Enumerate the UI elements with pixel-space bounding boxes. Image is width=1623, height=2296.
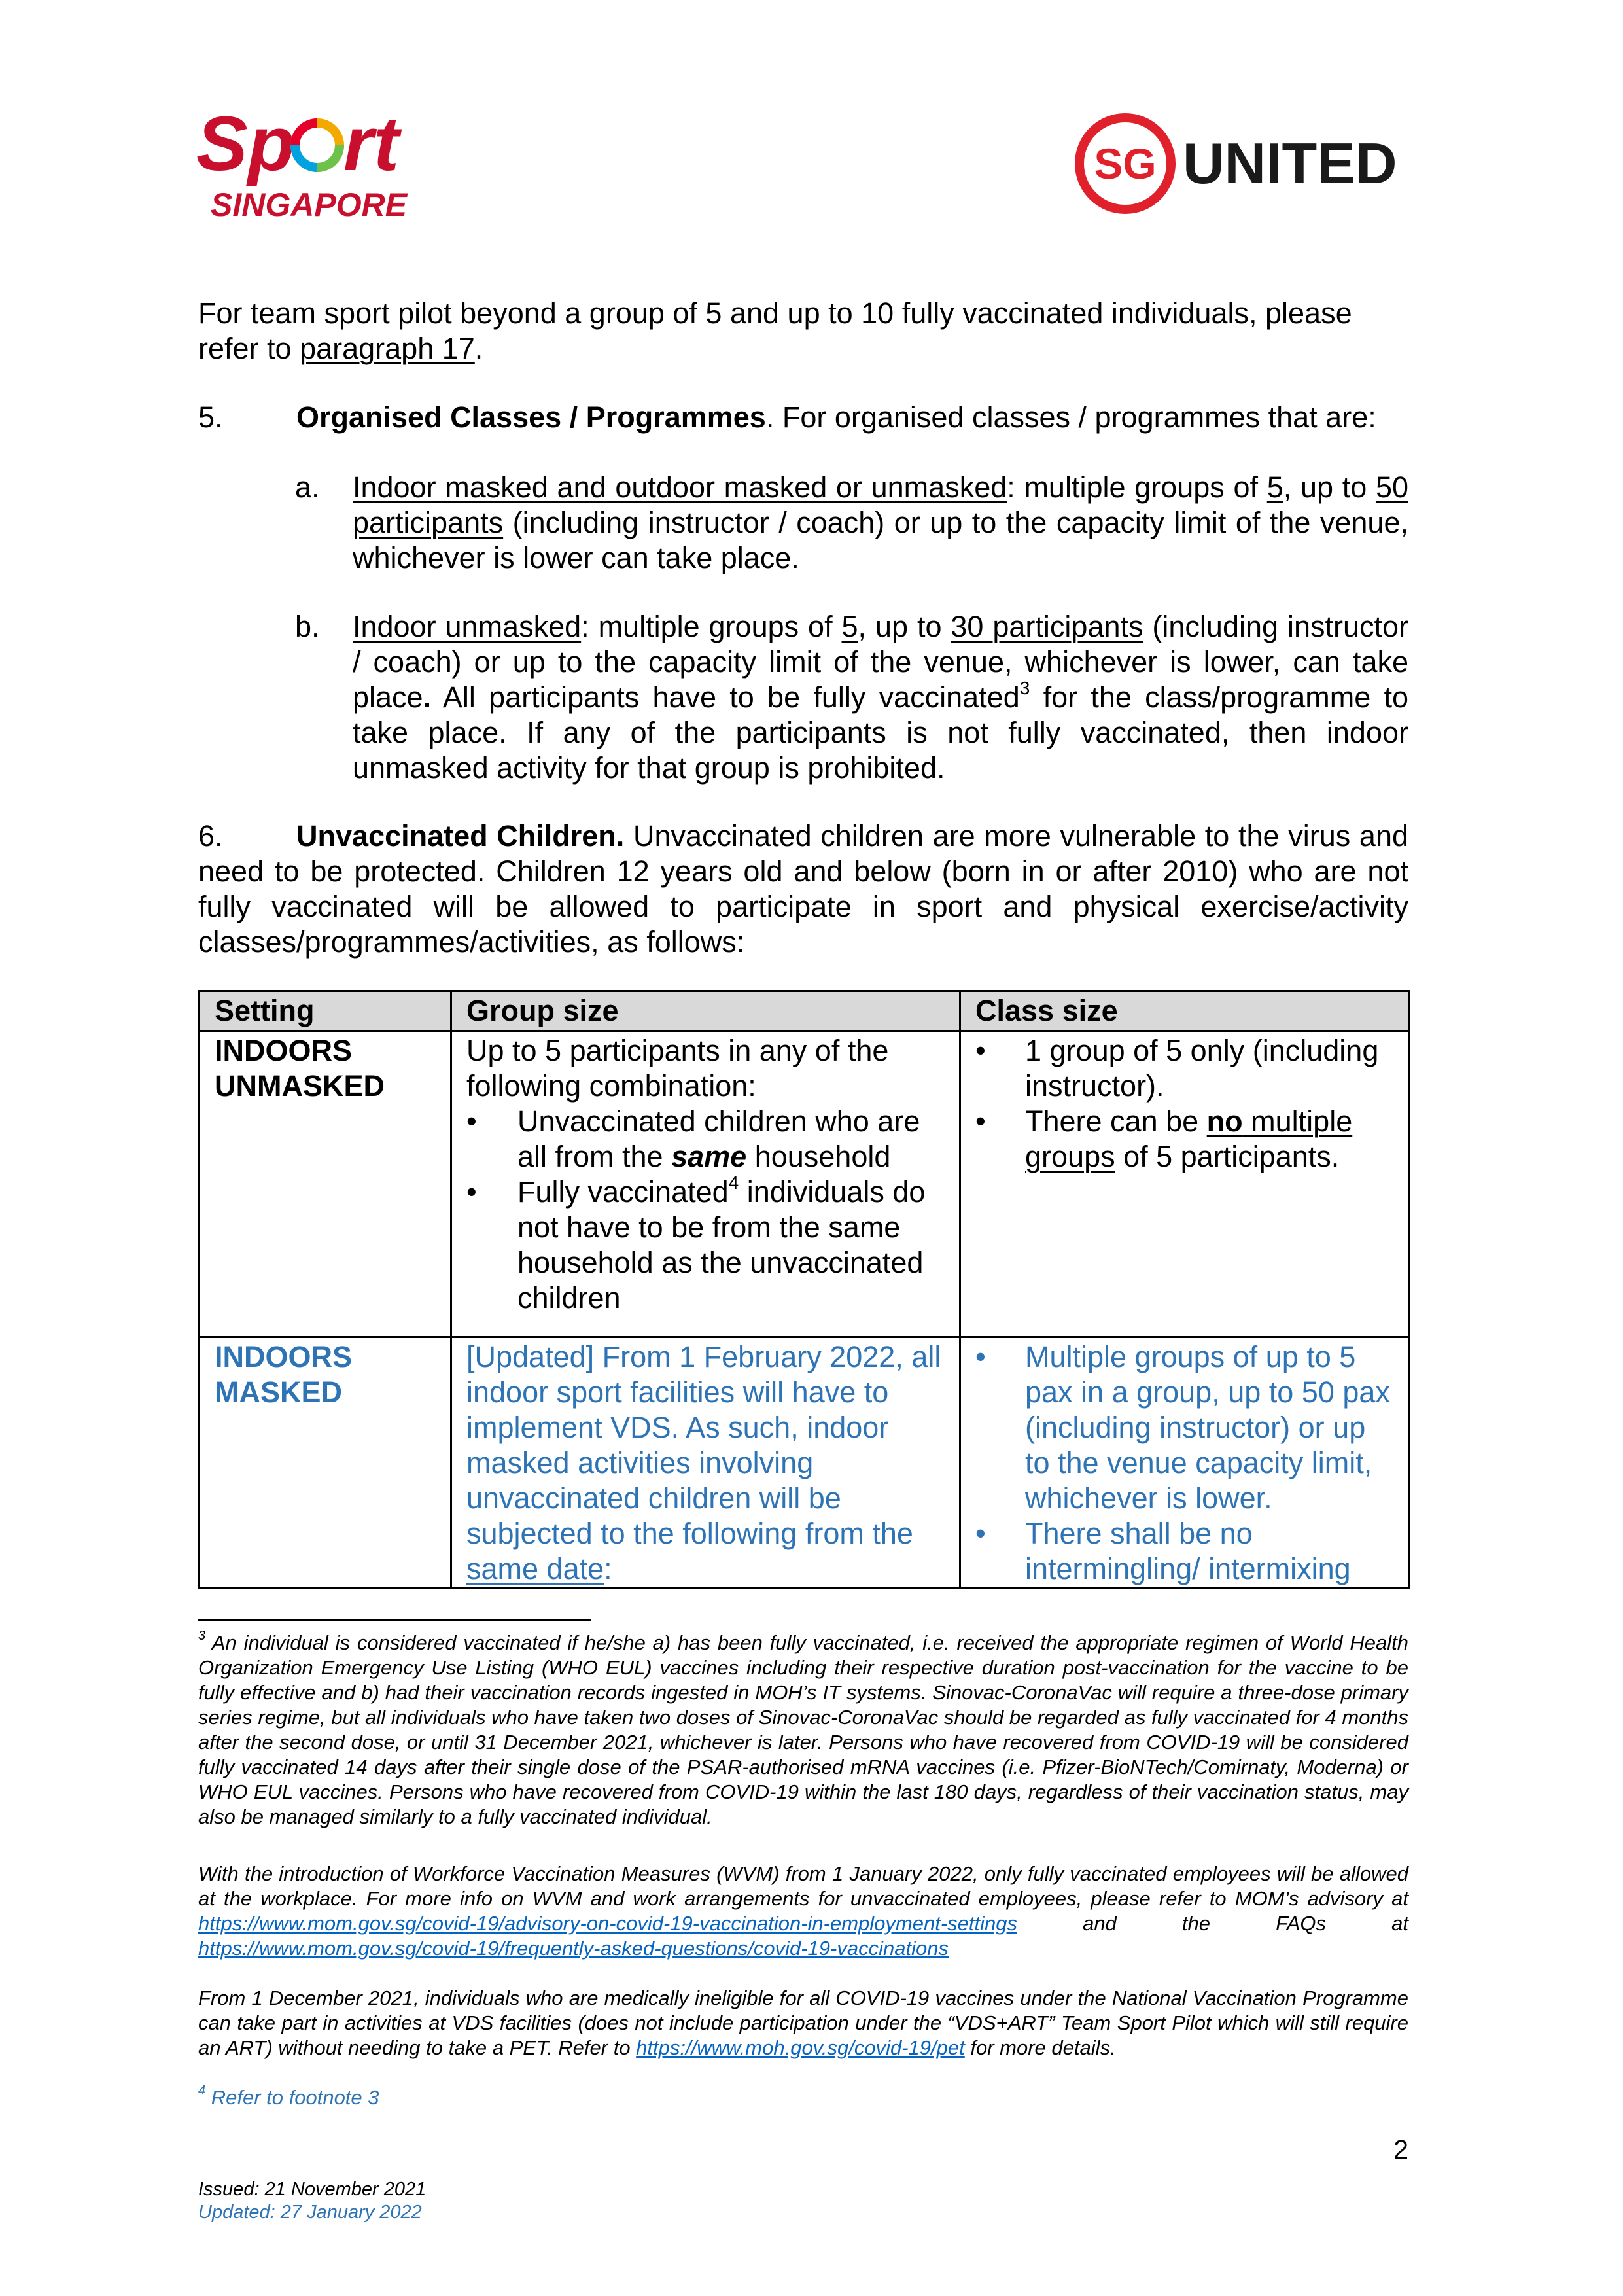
svg-text:Sp: Sp — [196, 105, 295, 187]
table-row — [200, 1337, 1410, 1588]
group-b1-post: household — [746, 1140, 891, 1173]
class-b2-bold: no — [1206, 1104, 1243, 1138]
group-size-cell-updated — [451, 1337, 960, 1588]
svg-text:SINGAPORE: SINGAPORE — [211, 186, 408, 223]
class-size-cell-updated — [960, 1337, 1410, 1588]
item-a-t1: : multiple groups of — [1007, 470, 1267, 504]
list-item — [466, 1104, 945, 1174]
para-5-number: 5. — [198, 400, 223, 434]
para-5-heading — [198, 400, 1408, 435]
sg-united-logo — [1073, 111, 1433, 216]
para-6-number: 6. — [198, 819, 223, 853]
item-b-t4: All participants have to be fully vaccinated — [431, 680, 1020, 714]
unvaccinated-children-table — [198, 990, 1410, 1589]
row2-group-text: [Updated] From 1 February 2022, all indoor sport facilities will have to implement VDS. As such, indoor masked activities involving unvaccinated children will be subjected to the following from the — [466, 1340, 941, 1550]
mom-advisory-link[interactable]: https://www.mom.gov.sg/covid-19/advisory-on-covid-19-vaccination-in-employment-settings — [198, 1912, 1017, 1935]
intro-end: . — [474, 332, 483, 365]
item-a-u2: 5 — [1266, 470, 1283, 504]
footnote-separator — [198, 1619, 591, 1621]
footnote-4-text: Refer to footnote 3 — [205, 2086, 379, 2109]
item-b-u3: 30 participants — [951, 610, 1143, 643]
footnote-3-p3-a: From 1 December 2021, individuals who are medically ineligible for all COVID-19 vaccines under the National Vaccination Programme can take part in activities at VDS facilities (does not include participation under the “VDS+ART” Team Sport Pilot which will still require an ART) without needing to take a PET. Refer to — [198, 1987, 1408, 2059]
footnote-ref-3: 3 — [1019, 678, 1030, 698]
item-b-underline-1: Indoor unmasked — [353, 610, 582, 643]
list-item: • Multiple groups of up to 5 pax in a group, up to 50 pax (including instructor) or up to the venue capacity limit, whichever is lower. — [975, 1339, 1394, 1516]
group-b2-post: individuals do not have to be from the same household as the unvaccinated children — [517, 1175, 926, 1315]
item-a-u3: 50 participants — [353, 470, 1409, 539]
table-header-row — [200, 991, 1410, 1031]
footnote-4 — [198, 2085, 379, 2110]
header-group-size: Group size — [451, 991, 960, 1031]
item-b-text — [353, 609, 1408, 786]
item-a-t3: (including instructor / coach) or up to the capacity limit of the venue, whichever is lower can take place. — [353, 506, 1408, 574]
svg-text:UNITED: UNITED — [1183, 131, 1397, 196]
para-5-lead: . For organised classes / programmes that are: — [765, 400, 1376, 434]
item-a-text — [353, 470, 1408, 576]
group-b1-pre: Unvaccinated children who are all from the — [517, 1104, 920, 1173]
para-6-title: Unvaccinated Children. — [296, 819, 625, 853]
para-6 — [198, 819, 1408, 960]
footnote-3-p1: An individual is considered vaccinated if he/she a) has been fully vaccinated, i.e. received the appropriate regimen of World Health Organization Emergency Use Listing (WHO EUL) vaccines including their respective duration post-vaccination for the vaccine to be fully effective and b) had their vaccination records ingested in MOH’s IT systems. Sinovac-CoronaVac will require a three-dose primary series regime, but all individuals who have taken two doses of Sinovac-CoronaVac should be regarded as fully vaccinated for 4 months after the second dose, or until 31 December 2021, whichever is later. Persons who have recovered from COVID-19 will be considered fully vaccinated 14 days after their single dose of the PSAR-authorised mRNA vaccines (i.e. Pfizer-BioNTech/Comirnaty, Moderna) or WHO EUL vaccines. Persons who have recovered from COVID-19 within the last 180 days, regardless of their vaccination status, may also be managed similarly to a fully vaccinated individual. — [198, 1631, 1408, 1828]
footnote-3 — [198, 1628, 1408, 1829]
footnote-3-p2-a: With the introduction of Workforce Vaccination Measures (WVM) from 1 January 2022, only fully vaccinated employees will be allowed at the workplace. For more info on WVM and work arrangements for unvaccinated employees, please refer to MOM’s advisory at — [198, 1862, 1408, 1910]
list-item: • There shall be no intermingling/ intermixing — [975, 1516, 1394, 1587]
setting-indoors-masked: INDOORS MASKED — [200, 1337, 451, 1588]
group-size-cell — [451, 1031, 960, 1337]
svg-text:SG: SG — [1094, 139, 1157, 188]
mom-faq-link[interactable]: https://www.mom.gov.sg/covid-19/frequently-asked-questions/covid-19-vaccinations — [198, 1937, 949, 1960]
class-b2-post: of 5 participants. — [1115, 1140, 1340, 1173]
row2-group-u: same date — [466, 1552, 604, 1585]
list-item: • 1 group of 5 only (including instructor). — [975, 1033, 1394, 1104]
sport-singapore-logo — [196, 105, 445, 229]
class-b2-pre: There can be — [1025, 1104, 1207, 1138]
item-b-t1: : multiple groups of — [581, 610, 842, 643]
item-a-label: a. — [295, 470, 320, 504]
footnote-3-p3-b: for more details. — [964, 2036, 1116, 2059]
updated-date: Updated: 27 January 2022 — [198, 2202, 422, 2223]
item-b-label: b. — [295, 610, 320, 643]
footnote-3-p2 — [198, 1862, 1408, 1961]
svg-text:rt: rt — [343, 105, 400, 187]
item-a-underline-1: Indoor masked and outdoor masked or unmasked — [353, 470, 1007, 504]
footnote-4-marker: 4 — [198, 2083, 206, 2098]
intro-text: For team sport pilot beyond a group of 5 and up to 10 fully vaccinated individuals, please refer to — [198, 296, 1352, 365]
item-b-period: . — [423, 680, 432, 714]
moh-pet-link[interactable]: https://www.moh.gov.sg/covid-19/pet — [636, 2036, 965, 2059]
paragraph-17-link[interactable]: paragraph 17 — [300, 332, 475, 365]
setting-indoors-unmasked: INDOORS UNMASKED — [200, 1031, 451, 1337]
group-b1-em: same — [671, 1140, 747, 1173]
class-b2-u: multiple groups — [1025, 1104, 1353, 1173]
footnote-3-marker: 3 — [198, 1628, 206, 1643]
header-class-size: Class size — [960, 991, 1410, 1031]
para-5-title: Organised Classes / Programmes — [296, 400, 766, 434]
list-item — [975, 1104, 1394, 1174]
group-b2-pre: Fully vaccinated — [517, 1175, 729, 1209]
item-b-u2: 5 — [841, 610, 858, 643]
intro-paragraph — [198, 296, 1408, 366]
para-6-text: Unvaccinated children are more vulnerable to the virus and need to be protected. Children 12 years old and below (born in or after 2010) who are not fully vaccinated will be allowed to participate in sport and physical exercise/activity classes/programmes/activities, as follows: — [198, 819, 1408, 959]
header-setting: Setting — [200, 991, 451, 1031]
row2-group-end: : — [604, 1552, 612, 1585]
item-a-t2: , up to — [1283, 470, 1376, 504]
page-number: 2 — [1393, 2134, 1408, 2164]
item-b-t2: , up to — [858, 610, 951, 643]
item-b-t5: for the class/programme to take place. If any of the participants is not fully vaccinated, then indoor unmasked activity for that group is prohibited. — [353, 680, 1408, 785]
footnote-3-p2-b: and the FAQs at — [1017, 1912, 1408, 1935]
class-size-cell — [960, 1031, 1410, 1337]
list-item — [466, 1174, 945, 1316]
group-intro: Up to 5 participants in any of the following combination: — [466, 1034, 889, 1103]
footnote-ref-4: 4 — [728, 1173, 739, 1193]
issued-date: Issued: 21 November 2021 — [198, 2179, 427, 2200]
footnote-3-p3 — [198, 1986, 1408, 2060]
item-b-t3: (including instructor / coach) or up to the capacity limit of the venue, whichever is lower, can take place — [353, 610, 1409, 714]
table-row — [200, 1031, 1410, 1337]
